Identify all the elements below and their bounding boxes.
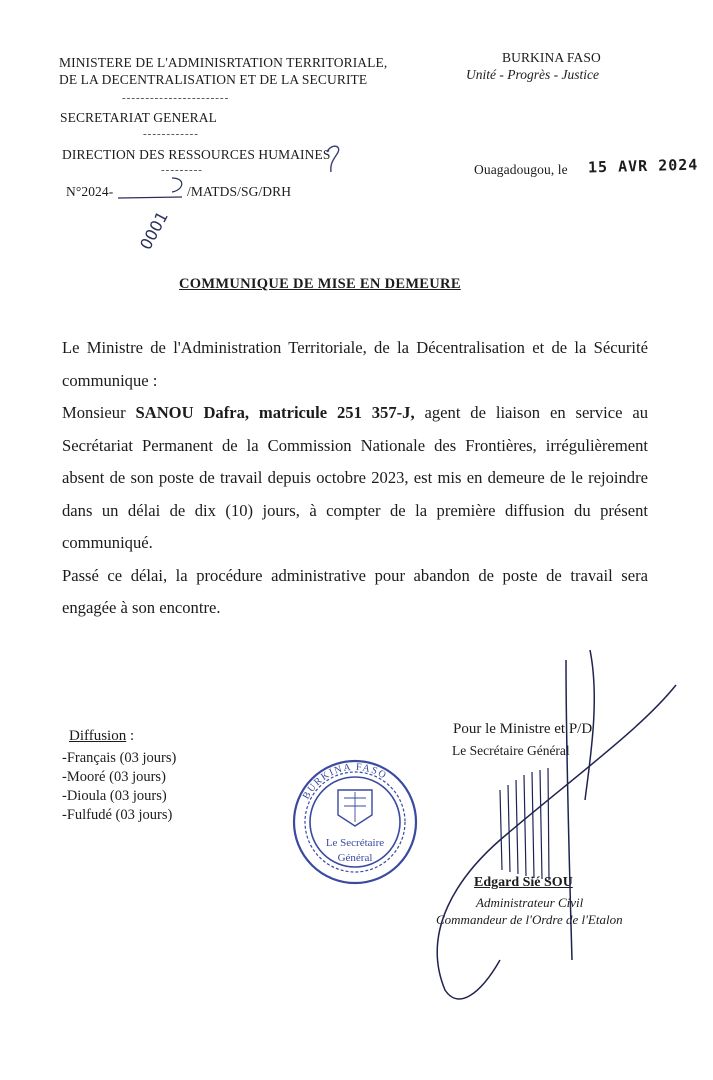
stamp-ring-text: BURKINA FASO	[300, 761, 389, 802]
ministry-line-2: DE LA DECENTRALISATION ET DE LA SECURITE	[59, 72, 368, 87]
handwritten-signature	[437, 650, 676, 999]
stamp-center-line-1: Le Secrétaire	[325, 837, 385, 849]
diffusion-colon: :	[126, 728, 135, 744]
separator-dashes-micro: ---------	[161, 164, 203, 176]
ministry-line-1: MINISTERE DE L'ADMINISRTATION TERRITORIALE,	[59, 55, 388, 70]
separator-dashes-small: ------------	[143, 128, 199, 140]
signature-hatching	[500, 768, 549, 880]
national-motto: Unité - Progrès - Justice	[466, 67, 599, 82]
paragraph-intro: Le Ministre de l'Administration Territoriale, de la Décentralisation et de la Sécurité communique :	[62, 338, 648, 390]
official-stamp	[294, 761, 416, 883]
country-name: BURKINA FASO	[502, 50, 601, 65]
document-title: COMMUNIQUE DE MISE EN DEMEURE	[179, 276, 461, 292]
signatory-distinction: Commandeur de l'Ordre de l'Etalon	[436, 912, 623, 927]
signatory-name: Edgard Sié SOU	[474, 875, 573, 890]
signature-flourish	[585, 650, 594, 800]
handwritten-mark	[327, 146, 339, 172]
notice-lead: Monsieur	[62, 403, 136, 422]
signature-for-line: Pour le Ministre et P/D	[453, 721, 593, 737]
signature-main-curve	[437, 685, 676, 999]
diffusion-item: -Mooré (03 jours)	[62, 769, 166, 785]
diffusion-item: -Fulfudé (03 jours)	[62, 807, 173, 823]
diffusion-item: -Dioula (03 jours)	[62, 788, 167, 804]
date-stamp: 15 AVR 2024	[587, 155, 699, 177]
handwritten-blank-stroke	[118, 178, 182, 198]
coat-of-arms-detail	[344, 792, 366, 822]
signature-role: Le Secrétaire Général	[452, 743, 570, 758]
secretariat-general: SECRETARIAT GENERAL	[60, 110, 217, 125]
diffusion-item: -Français (03 jours)	[62, 750, 177, 766]
direction-rh: DIRECTION DES RESSOURCES HUMAINES	[62, 147, 331, 162]
diffusion-label: Diffusion	[69, 728, 127, 744]
place-date-label: Ouagadougou, le	[474, 162, 568, 177]
stamp-center-line-2: Général	[337, 852, 373, 864]
agent-identity: SANOU Dafra, matricule 251 357-J,	[135, 403, 415, 422]
handwritten-reference-number: 0001	[136, 208, 172, 253]
paragraph-consequence: Passé ce délai, la procédure administrative pour abandon de poste de travail sera engagée à son encontre.	[62, 565, 648, 617]
signature-vertical-stroke	[566, 660, 572, 960]
notice-details: agent de liaison en service au Secrétariat Permanent de la Commission Nationale des Frontières, irrégulièrement absent de son poste de travail depuis octobre 2023, est mis en demeure de le rejoindre dans un délai de dix (10) jours, à compter de la première diffusion du présent communiqué.	[62, 403, 648, 552]
reference-prefix: N°2024-	[66, 184, 114, 199]
separator-dashes: -----------------------	[122, 92, 230, 104]
signatory-title: Administrateur Civil	[476, 895, 584, 910]
reference-suffix: /MATDS/SG/DRH	[187, 184, 292, 199]
